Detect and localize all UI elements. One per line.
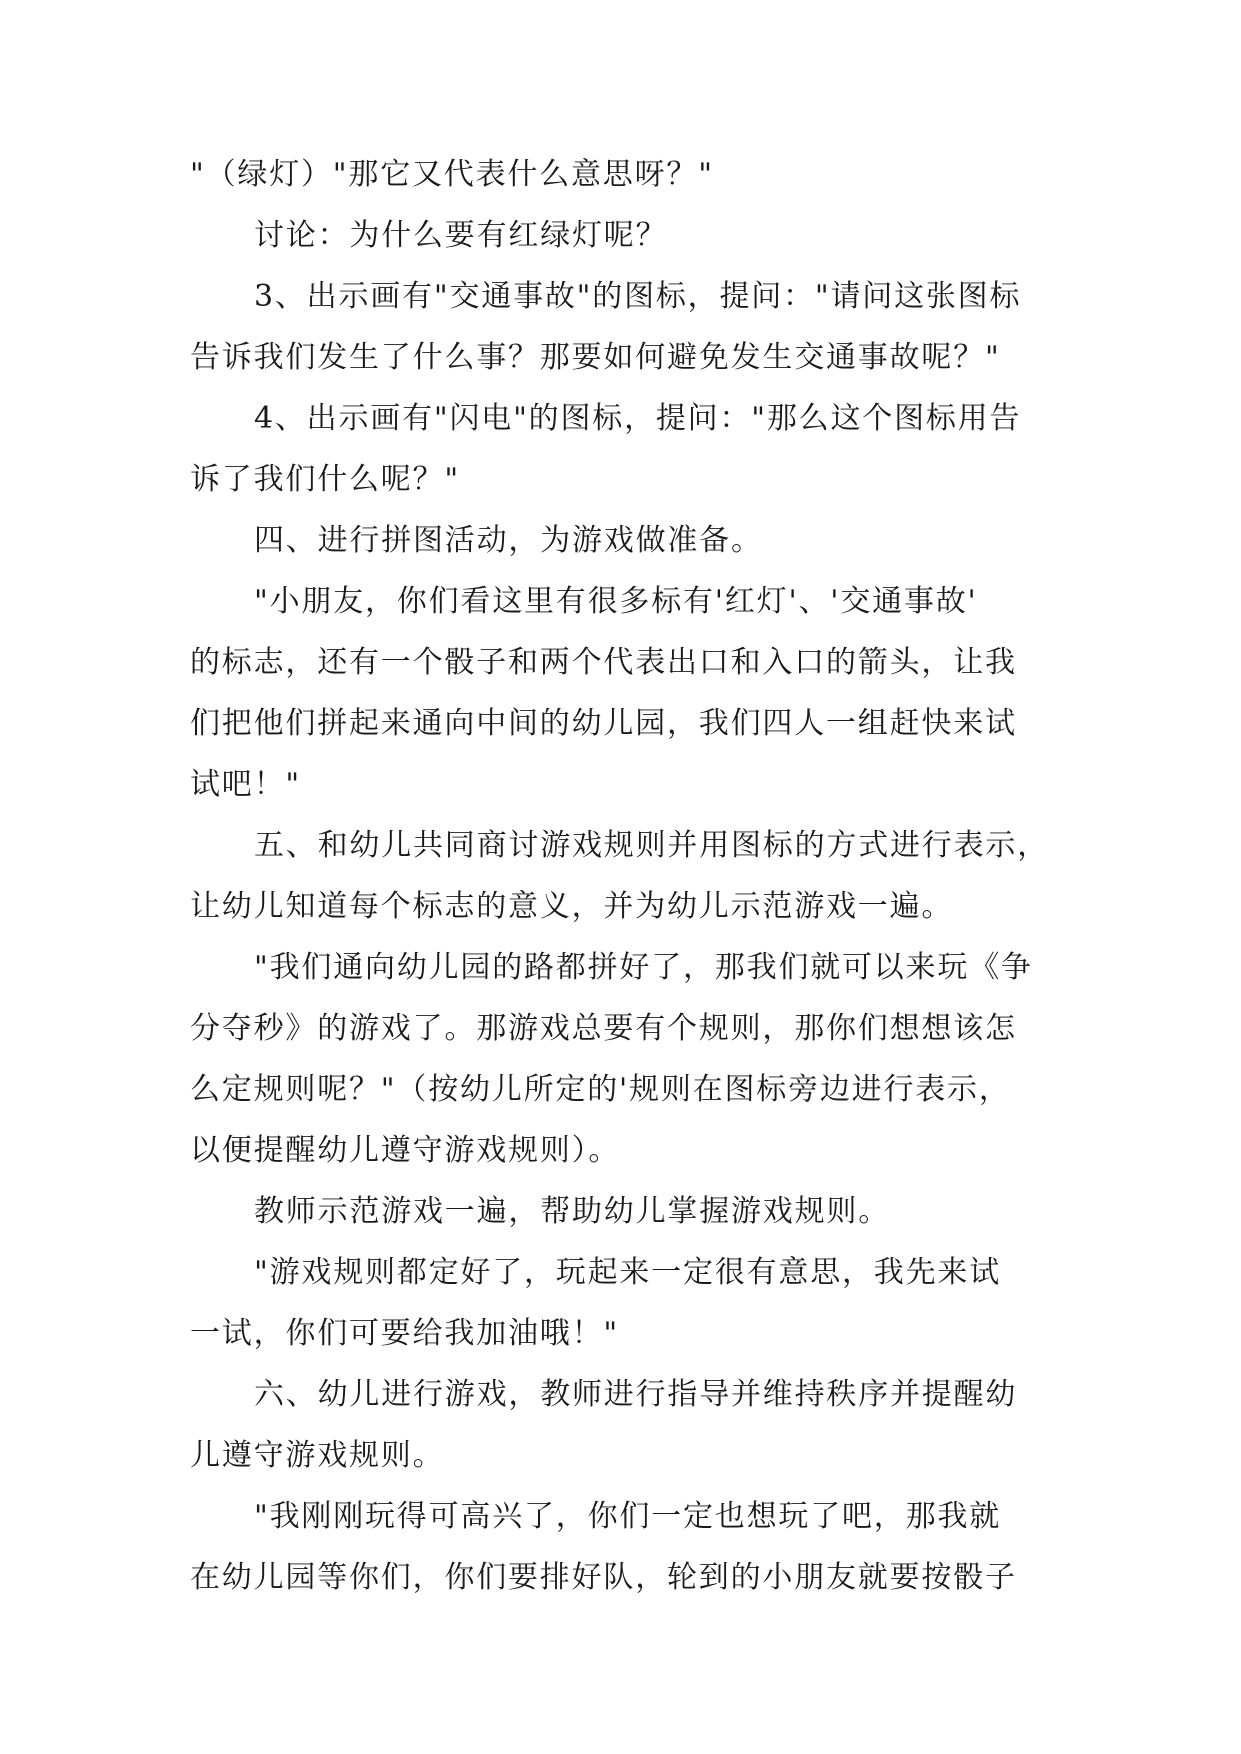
text-line: 六、幼儿进行游戏，教师进行指导并维持秩序并提醒幼	[254, 1377, 1018, 1412]
text-line: 讨论：为什么要有红绿灯呢？	[254, 218, 668, 253]
text-line: 3、出示画有"交通事故"的图标，提问："请问这张图标	[254, 279, 1022, 314]
text-line: 五、和幼儿共同商讨游戏规则并用图标的方式进行表示，	[254, 828, 1049, 863]
text-line: 分夺秒》的游戏了。那游戏总要有个规则，那你们想想该怎	[190, 1011, 1017, 1046]
text-line: 告诉我们发生了什么事？那要如何避免发生交通事故呢？"	[190, 340, 1001, 375]
text-line: 4、出示画有"闪电"的图标，提问："那么这个图标用告	[254, 401, 1022, 436]
text-line: 教师示范游戏一遍，帮助幼儿掌握游戏规则。	[254, 1194, 890, 1229]
text-line: "我刚刚玩得可高兴了，你们一定也想玩了吧，那我就	[254, 1499, 1001, 1534]
text-line: 儿遵守游戏规则。	[190, 1438, 445, 1473]
text-line: 四、进行拼图活动，为游戏做准备。	[254, 523, 763, 558]
text-line: 诉了我们什么呢？"	[190, 462, 460, 497]
text-line: "（绿灯）"那它又代表什么意思呀？"	[190, 157, 714, 192]
text-line: "我们通向幼儿园的路都拼好了，那我们就可以来玩《争	[254, 950, 1033, 985]
text-line: 让幼儿知道每个标志的意义，并为幼儿示范游戏一遍。	[190, 889, 954, 924]
text-line: 一试，你们可要给我加油哦！"	[190, 1316, 619, 1351]
text-line: "游戏规则都定好了，玩起来一定很有意思，我先来试	[254, 1255, 1001, 1290]
text-line: 以便提醒幼儿遵守游戏规则）。	[190, 1133, 621, 1168]
text-line: 的标志，还有一个骰子和两个代表出口和入口的箭头，让我	[190, 645, 1017, 680]
text-line: "小朋友，你们看这里有很多标有'红灯'、'交通事故'	[254, 584, 978, 619]
text-line: 在幼儿园等你们，你们要排好队，轮到的小朋友就要按骰子	[190, 1560, 1017, 1595]
document-body	[190, 155, 1050, 1619]
text-line: 试吧！"	[190, 767, 301, 802]
text-line: 们把他们拼起来通向中间的幼儿园，我们四人一组赶快来试	[190, 706, 1017, 741]
text-line: 么定规则呢？"（按幼儿所定的'规则在图标旁边进行表示，	[190, 1072, 1011, 1107]
